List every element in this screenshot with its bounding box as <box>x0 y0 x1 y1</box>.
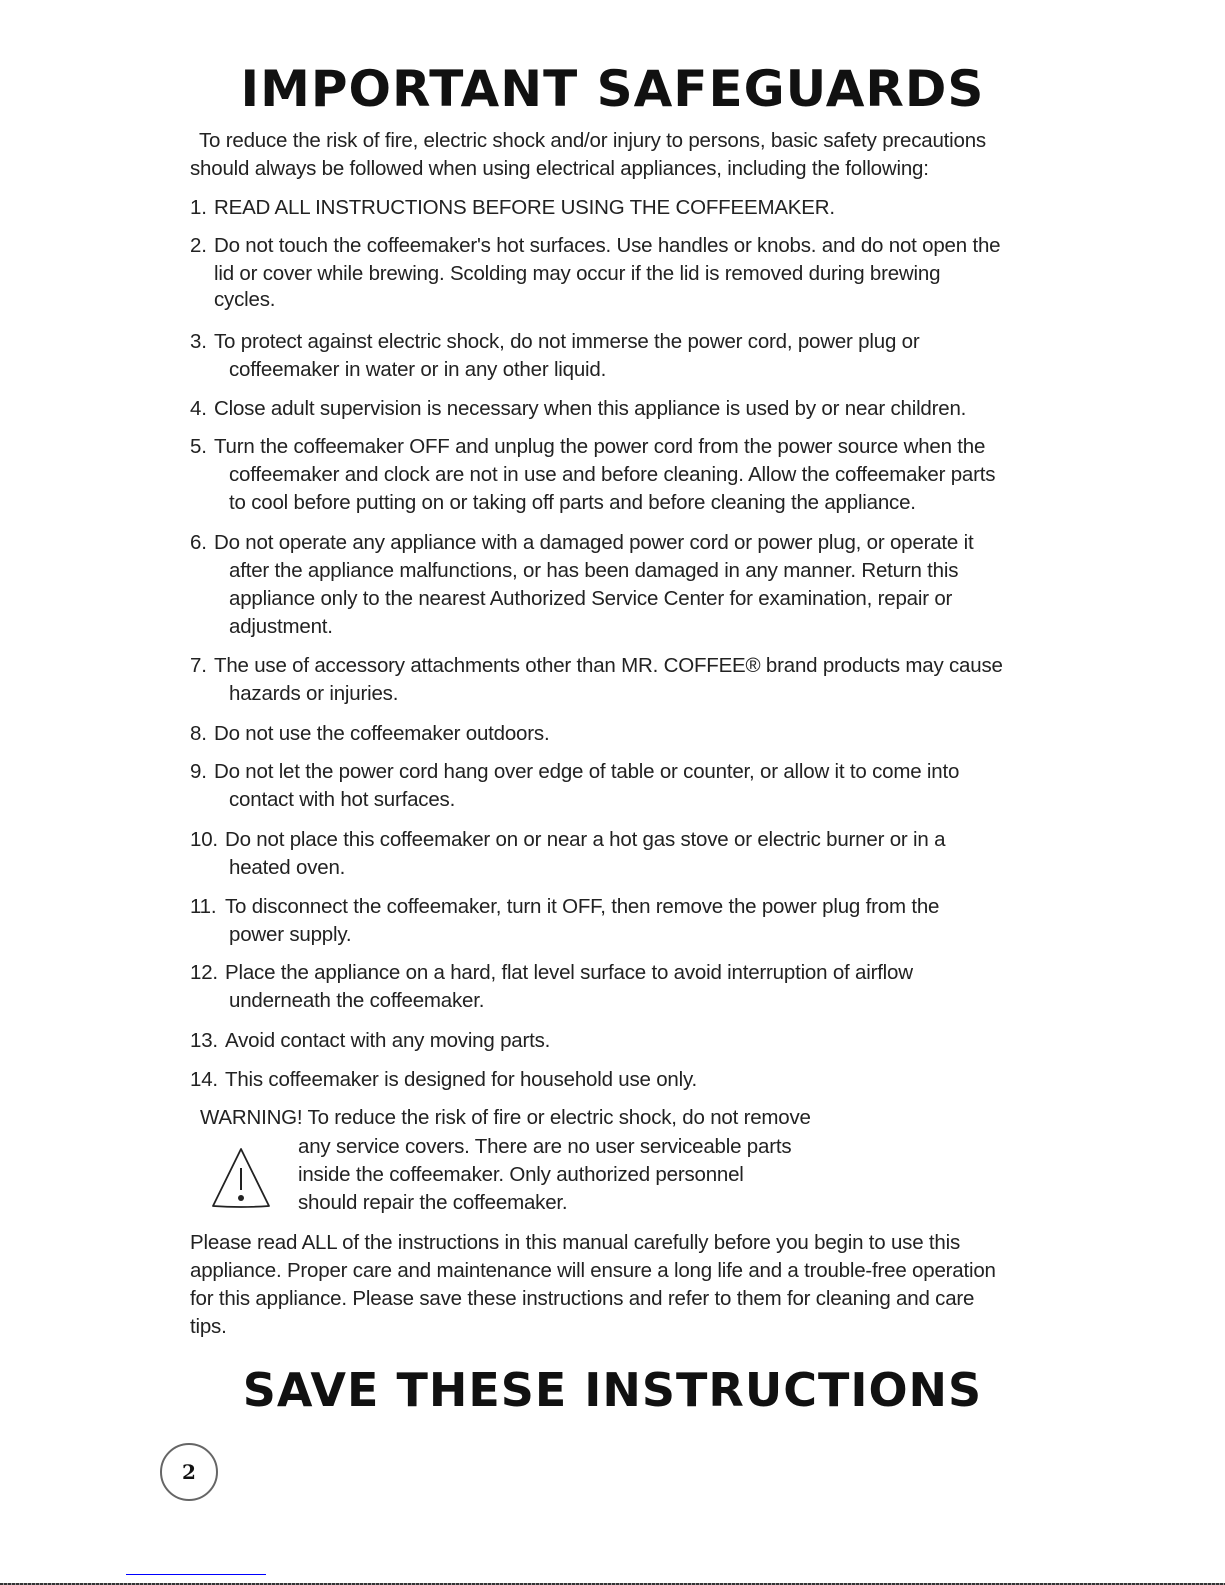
page-title: IMPORTANT SAFEGUARDS <box>240 60 985 118</box>
save-instructions-heading: SAVE THESE INSTRUCTIONS <box>242 1363 983 1417</box>
closing-line: appliance. Proper care and maintenance will ensure a long life and a trouble-free operation <box>190 1259 996 1282</box>
item-line: The use of accessory attachments other than MR. COFFEE® brand products may cause <box>214 654 1003 677</box>
item-number: 11. <box>190 895 217 918</box>
warning-line: WARNING! To reduce the risk of fire or electric shock, do not remove <box>200 1106 811 1129</box>
item-number: 3. <box>190 330 207 353</box>
item-number: 8. <box>190 722 207 745</box>
item-line: lid or cover while brewing. Scolding may occur if the lid is removed during brewing <box>214 262 941 285</box>
item-line: power supply. <box>229 923 352 946</box>
item-line: Avoid contact with any moving parts. <box>225 1029 551 1052</box>
item-number: 2. <box>190 234 207 257</box>
item-line: contact with hot surfaces. <box>229 788 456 811</box>
item-line: Close adult supervision is necessary when this appliance is used by or near children. <box>214 397 967 420</box>
item-line: Do not touch the coffeemaker's hot surfaces. Use handles or knobs. and do not open the <box>214 234 1001 257</box>
item-number: 1. <box>190 196 207 219</box>
item-number: 7. <box>190 654 207 677</box>
closing-line: tips. <box>190 1315 227 1338</box>
item-line: Do not use the coffeemaker outdoors. <box>214 722 550 745</box>
item-number: 5. <box>190 435 207 458</box>
item-number: 9. <box>190 760 207 783</box>
item-number: 10. <box>190 828 218 851</box>
warning-line: any service covers. There are no user serviceable parts <box>298 1135 792 1158</box>
link-underline <box>126 1574 266 1575</box>
item-line: Do not let the power cord hang over edge of table or counter, or allow it to come into <box>214 760 960 783</box>
item-line: heated oven. <box>229 856 346 879</box>
item-line: To protect against electric shock, do not immerse the power cord, power plug or <box>214 330 920 353</box>
item-line: Do not operate any appliance with a damaged power cord or power plug, or operate it <box>214 531 974 554</box>
item-line: READ ALL INSTRUCTIONS BEFORE USING THE COFFEEMAKER. <box>214 196 835 219</box>
item-line: appliance only to the nearest Authorized Service Center for examination, repair or <box>229 587 953 610</box>
intro-line: To reduce the risk of fire, electric shock and/or injury to persons, basic safety precautions <box>199 129 986 152</box>
page-number: 2 <box>160 1443 218 1501</box>
warning-line: should repair the coffeemaker. <box>298 1191 568 1214</box>
item-line: Place the appliance on a hard, flat level surface to avoid interruption of airflow <box>225 961 913 984</box>
item-line: adjustment. <box>229 615 333 638</box>
item-line: hazards or injuries. <box>229 682 399 705</box>
item-number: 6. <box>190 531 207 554</box>
intro-line: should always be followed when using electrical appliances, including the following: <box>190 157 929 180</box>
item-line: to cool before putting on or taking off parts and before cleaning the appliance. <box>229 491 916 514</box>
item-line: underneath the coffeemaker. <box>229 989 485 1012</box>
closing-line: for this appliance. Please save these instructions and refer to them for cleaning and care <box>190 1287 975 1310</box>
warning-triangle-icon <box>208 1146 274 1212</box>
item-number: 4. <box>190 397 207 420</box>
item-number: 13. <box>190 1029 218 1052</box>
item-line: To disconnect the coffeemaker, turn it OFF, then remove the power plug from the <box>225 895 940 918</box>
item-line: after the appliance malfunctions, or has been damaged in any manner. Return this <box>229 559 959 582</box>
item-line: coffeemaker in water or in any other liquid. <box>229 358 607 381</box>
item-number: 14. <box>190 1068 218 1091</box>
item-number: 12. <box>190 961 218 984</box>
item-line: Do not place this coffeemaker on or near a hot gas stove or electric burner or in a <box>225 828 946 851</box>
item-line: Turn the coffeemaker OFF and unplug the power cord from the power source when the <box>214 435 986 458</box>
item-line: cycles. <box>214 288 276 311</box>
item-line: This coffeemaker is designed for household use only. <box>225 1068 698 1091</box>
item-line: coffeemaker and clock are not in use and before cleaning. Allow the coffeemaker parts <box>229 463 996 486</box>
warning-line: inside the coffeemaker. Only authorized personnel <box>298 1163 744 1186</box>
closing-line: Please read ALL of the instructions in this manual carefully before you begin to use this <box>190 1231 961 1254</box>
